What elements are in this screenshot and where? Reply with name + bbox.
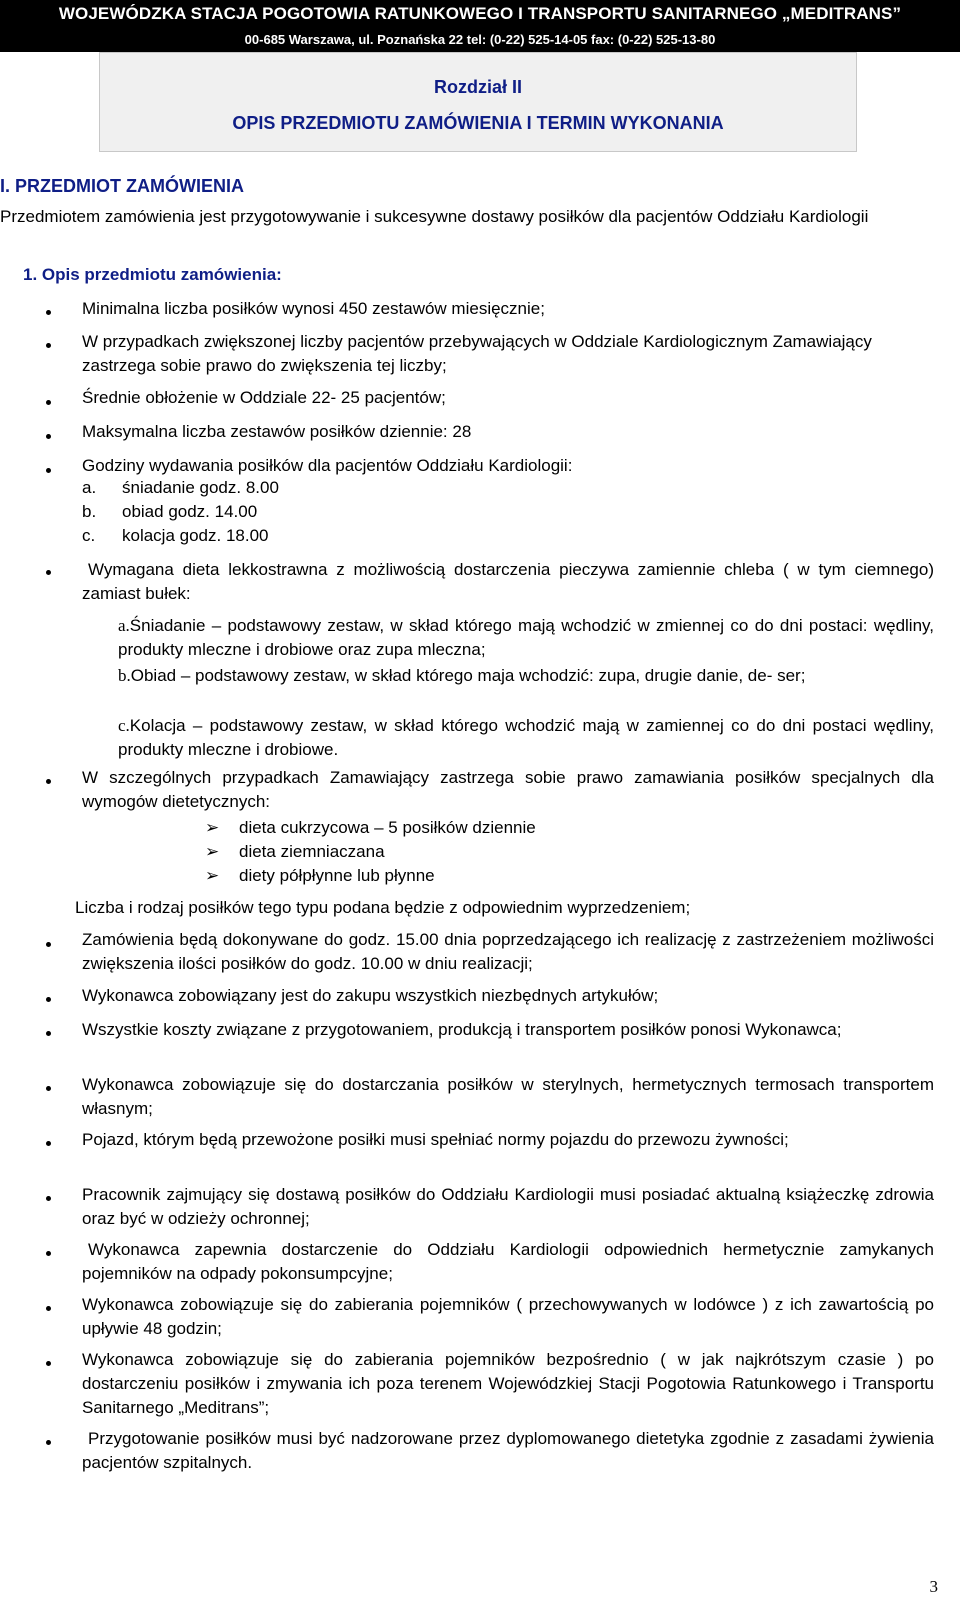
bullet-dot: [46, 468, 51, 473]
arrow-bullet-icon: ➢: [205, 818, 220, 837]
bullet-dot: [46, 1306, 51, 1311]
document-header: [0, 0, 960, 52]
page-number: 3: [929, 1577, 938, 1596]
bullet-special-diets: W szczególnych przypadkach Zamawiający zastrzega sobie prawo zamawiania posiłków specjalnych dla wymogów dietetycznych:: [82, 768, 934, 811]
bullet-dot: [46, 343, 51, 348]
item-text: śniadanie godz. 8.00: [122, 478, 279, 497]
bullet-increase: W przypadkach zwiększonej liczby pacjentów przebywających w Oddziale Kardiologicznym Zamawiający zastrzega sobie prawo do zwiększenia tej liczby;: [82, 332, 872, 375]
bullet-diet: Wymagana dieta lekkostrawna z możliwością dostarczenia pieczywa zamiennie chleba ( w tym ciemnego) zamiast bułek:: [82, 560, 934, 603]
bullet-dot: [46, 1031, 51, 1036]
special-diet-item: [205, 864, 435, 888]
bullet-ordering: Zamówienia będą dokonywane do godz. 15.00 dnia poprzedzającego ich realizację z zastrzeżeniem możliwości zwiększenia ilości posiłków do godz. 10.00 w dniu realizacji;: [82, 930, 934, 973]
bullet-dot: [46, 570, 51, 575]
bullet-dot: [46, 1141, 51, 1146]
list-item: [82, 500, 257, 524]
organization-address: 00-685 Warszawa, ul. Poznańska 22 tel: (0-22) 525-14-05 fax: (0-22) 525-13-80: [244, 32, 716, 47]
bullet-fridge-containers: Wykonawca zobowiązuje się do zabierania pojemników ( przechowywanych w lodówce ) z ich zawartością po upływie 48 godzin;: [82, 1295, 934, 1338]
point-title: 1. Opis przedmiotu zamówienia:: [23, 265, 282, 284]
bullet-dot: [46, 1196, 51, 1201]
item-text: diety półpłynne lub płynne: [239, 866, 435, 885]
bullet-costs: Wszystkie koszty związane z przygotowaniem, produkcją i transportem posiłków ponosi Wykonawca;: [82, 1020, 842, 1039]
item-letter: a.: [118, 616, 130, 635]
list-item: [82, 476, 279, 500]
bullet-meal-hours: Godziny wydawania posiłków dla pacjentów Oddziału Kardiologii:: [82, 456, 573, 475]
bullet-dot: [46, 1361, 51, 1366]
bullet-dot: [46, 779, 51, 784]
list-item: [82, 524, 269, 548]
item-letter: b.: [118, 666, 131, 685]
special-diet-item: [205, 840, 385, 864]
bullet-dot: [46, 400, 51, 405]
special-diet-item: [205, 816, 536, 840]
chapter-box: [99, 52, 857, 152]
bullet-dot: [46, 1251, 51, 1256]
arrow-bullet-icon: ➢: [205, 866, 220, 885]
bullet-dot: [46, 434, 51, 439]
item-text: Śniadanie – podstawowy zestaw, w skład którego mają wchodzić w zmiennej co do dni postaci: wędliny, produkty mleczne i drobiowe oraz zupa mleczna;: [118, 616, 934, 659]
organization-name: WOJEWÓDZKA STACJA POGOTOWIA RATUNKOWEGO I TRANSPORTU SANITARNEGO „MEDITRANS”: [58, 4, 902, 23]
item-text: Obiad – podstawowy zestaw, w skład którego maja wchodzić: zupa, drugie danie, de- ser;: [130, 666, 806, 685]
diet-set-breakfast: [118, 614, 934, 662]
item-text: kolacja godz. 18.00: [122, 526, 269, 545]
bullet-max-sets: Maksymalna liczba zestawów posiłków dziennie: 28: [82, 422, 472, 441]
bullet-vehicle: Pojazd, którym będą przewożone posiłki musi spełniać normy pojazdu do przewozu żywności;: [82, 1130, 789, 1149]
item-text: dieta ziemniaczana: [239, 842, 385, 861]
item-text: dieta cukrzycowa – 5 posiłków dziennie: [239, 818, 536, 837]
item-letter: a.: [82, 478, 97, 497]
bullet-purchase: Wykonawca zobowiązany jest do zakupu wszystkich niezbędnych artykułów;: [82, 986, 659, 1005]
special-diets-note: Liczba i rodzaj posiłków tego typu podana będzie z odpowiednim wyprzedzeniem;: [75, 898, 691, 917]
bullet-employee: Pracownik zajmujący się dostawą posiłków do Oddziału Kardiologii musi posiadać aktualną książeczkę zdrowia oraz być w odzieży ochronnej;: [82, 1185, 934, 1228]
arrow-bullet-icon: ➢: [205, 842, 220, 861]
item-letter: c.: [82, 526, 96, 545]
bullet-containers: Wykonawca zapewnia dostarczenie do Oddziału Kardiologii odpowiednich hermetycznie zamykanych pojemników na odpady pokonsumpcyjne;: [82, 1240, 934, 1283]
section-heading: I. PRZEDMIOT ZAMÓWIENIA: [0, 176, 244, 196]
bullet-dietitian: Przygotowanie posiłków musi być nadzorowane przez dyplomowanego dietetyka zgodnie z zasadami żywienia pacjentów szpitalnych.: [82, 1429, 934, 1472]
bullet-dot: [46, 1440, 51, 1445]
chapter-number: Rozdział II: [433, 77, 522, 97]
bullet-dot: [46, 997, 51, 1002]
bullet-washing: Wykonawca zobowiązuje się do zabierania pojemników bezpośrednio ( w jak najkrótszym czasie ) po dostarczeniu posiłków i zmywania ich poza terenem Wojewódzkiej Stacji Pogotowia Ratunkowego i Transportu Sanitarnego „Meditrans”;: [82, 1350, 934, 1417]
bullet-dot: [46, 310, 51, 315]
bullet-dot: [46, 1086, 51, 1091]
bullet-occupancy: Średnie obłożenie w Oddziale 22- 25 pacjentów;: [82, 388, 446, 407]
section-intro: Przedmiotem zamówienia jest przygotowywanie i sukcesywne dostawy posiłków dla pacjentów Oddziału Kardiologii: [0, 207, 869, 226]
item-text: obiad godz. 14.00: [122, 502, 258, 521]
diet-set-dinner: [118, 714, 934, 762]
bullet-delivery: Wykonawca zobowiązuje się do dostarczania posiłków w sterylnych, hermetycznych termosach transportem własnym;: [82, 1075, 934, 1118]
bullet-dot: [46, 942, 51, 947]
diet-set-lunch: [118, 664, 934, 688]
item-letter: c.: [118, 716, 130, 735]
item-letter: b.: [82, 502, 97, 521]
bullet-min-meals: Minimalna liczba posiłków wynosi 450 zestawów miesięcznie;: [82, 299, 545, 318]
chapter-title: OPIS PRZEDMIOTU ZAMÓWIENIA I TERMIN WYKONANIA: [232, 113, 724, 133]
item-text: Kolacja – podstawowy zestaw, w skład którego wchodzić mają w zamiennej co do dni postaci wędliny, produkty mleczne i drobiowe.: [118, 716, 934, 759]
